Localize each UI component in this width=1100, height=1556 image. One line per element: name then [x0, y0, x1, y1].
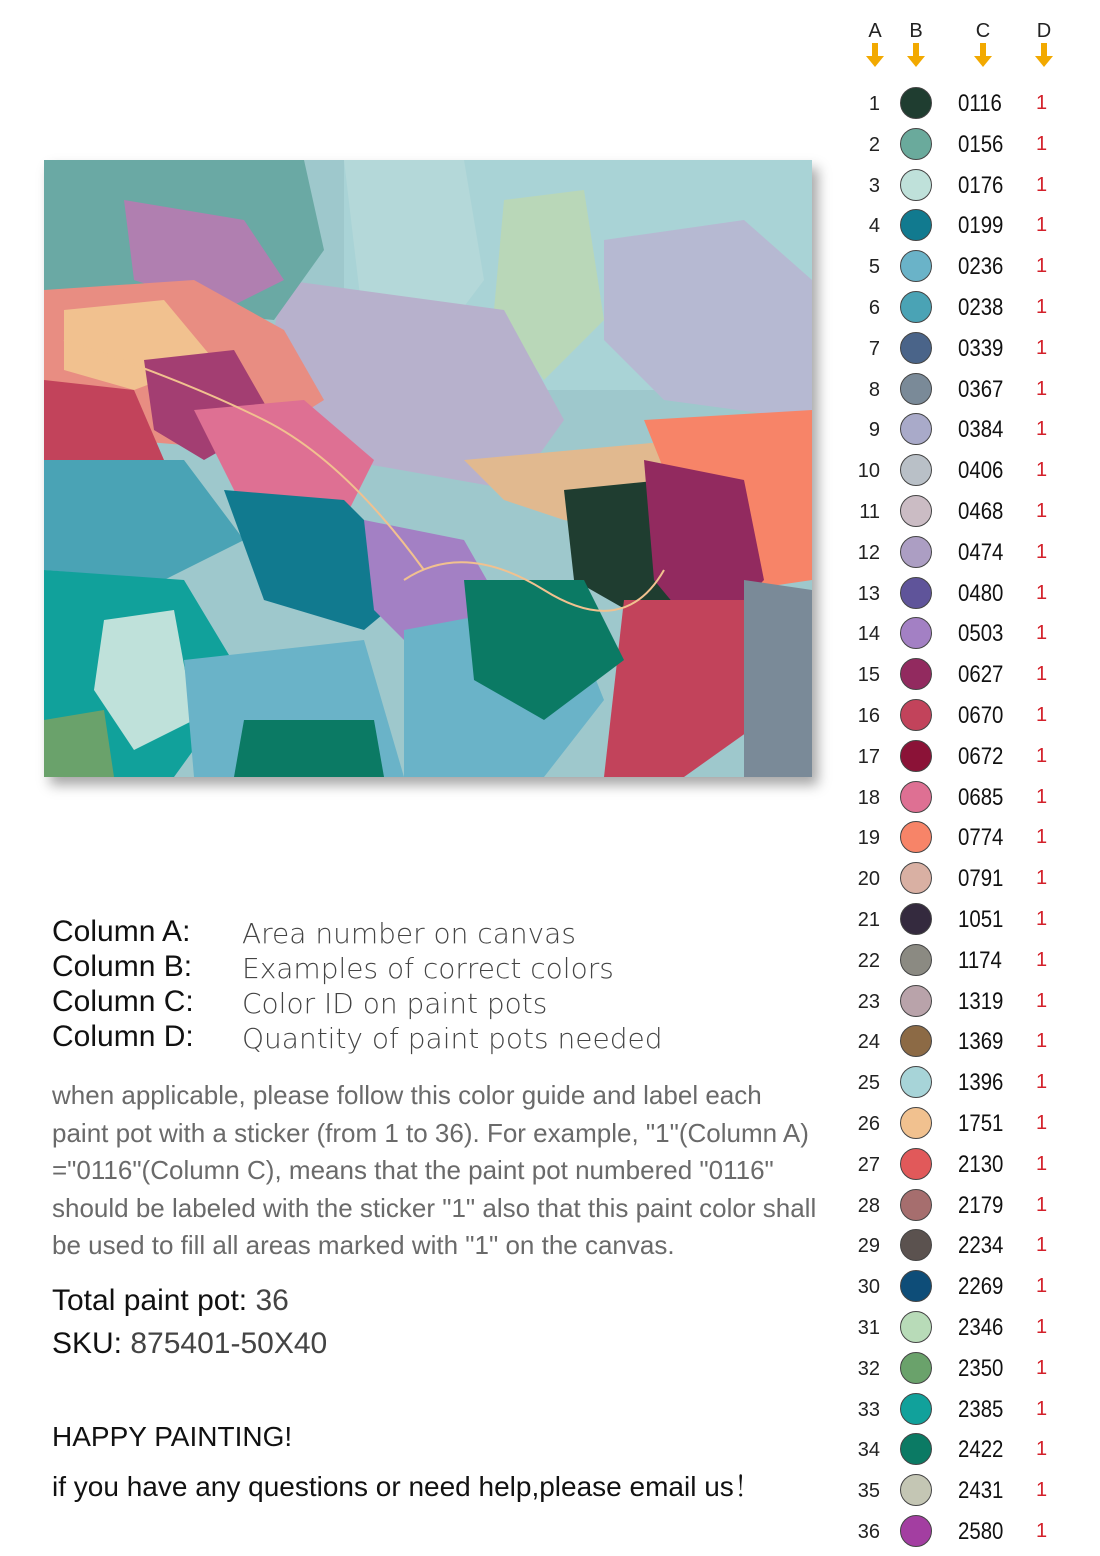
color-row: [0, 818, 1100, 858]
color-id: 0176: [958, 171, 1004, 199]
quantity: 1: [1036, 1520, 1048, 1542]
color-id: 2269: [958, 1273, 1004, 1301]
color-swatch: [900, 454, 932, 486]
column-label: D: [1036, 20, 1052, 42]
quantity: 1: [1036, 132, 1048, 155]
color-id: 0236: [958, 253, 1004, 281]
quantity: 1: [1036, 92, 1048, 114]
area-number: 27: [857, 1153, 880, 1176]
area-number: 26: [857, 1113, 880, 1135]
color-row: [0, 655, 1100, 695]
color-row: [0, 451, 1100, 491]
area-number: 4: [868, 215, 880, 238]
quantity: 1: [1036, 989, 1048, 1012]
color-row: [0, 125, 1100, 165]
area-number: 29: [857, 1235, 880, 1258]
color-id: 0774: [958, 824, 1004, 852]
color-id: 1174: [958, 946, 1002, 974]
legend-row: [52, 985, 812, 1020]
down-arrow-icon: [974, 43, 992, 67]
quantity: 1: [1036, 1438, 1048, 1461]
legend-key: Column D:: [52, 1020, 194, 1053]
quantity: 1: [1036, 296, 1048, 318]
guide-line: should be labeled with the sticker "1" also that this paint color shall: [52, 1192, 817, 1223]
legend-key: Column C:: [52, 985, 194, 1018]
legend-row: [52, 950, 812, 985]
quantity: 1: [1036, 622, 1048, 645]
color-swatch: [900, 862, 932, 894]
color-swatch: [900, 1515, 932, 1547]
quantity: 1: [1036, 1479, 1048, 1502]
color-swatch: [900, 413, 932, 445]
legend-value: Quantity of paint pots needed: [242, 1022, 663, 1055]
area-number: 1: [868, 93, 880, 115]
color-id: 0339: [958, 334, 1004, 362]
color-row: [0, 410, 1100, 450]
quantity: 1: [1036, 948, 1048, 971]
area-number: 18: [857, 786, 880, 809]
area-number: 30: [857, 1276, 880, 1299]
color-row: [0, 614, 1100, 654]
color-id: 0791: [958, 865, 1004, 893]
color-row: [0, 329, 1100, 369]
color-swatch: [900, 821, 932, 853]
sku-label: SKU:: [52, 1327, 123, 1360]
area-number: 20: [857, 868, 880, 891]
quantity: 1: [1036, 908, 1048, 930]
area-number: 22: [857, 949, 880, 972]
quantity: 1: [1036, 1112, 1048, 1134]
color-swatch: [900, 536, 932, 568]
color-row: [0, 574, 1100, 614]
color-row: [0, 288, 1100, 328]
color-swatch: [900, 1066, 932, 1098]
sku: [52, 1327, 327, 1361]
quantity: 1: [1036, 867, 1048, 890]
legend-value: Examples of correct colors: [242, 952, 614, 985]
area-number: 35: [857, 1480, 880, 1503]
area-number: 32: [857, 1357, 880, 1380]
area-number: 7: [868, 337, 880, 360]
color-swatch: [900, 699, 932, 731]
color-id: 2179: [958, 1191, 1004, 1219]
quantity: 1: [1036, 500, 1048, 522]
color-swatch: [900, 373, 932, 405]
area-number: 33: [857, 1398, 880, 1421]
legend-key: Column B:: [52, 950, 193, 983]
guide-line: be used to fill all areas marked with "1" on the canvas.: [52, 1230, 675, 1260]
color-swatch: [900, 1433, 932, 1465]
color-swatch: [900, 169, 932, 201]
color-swatch: [900, 658, 932, 690]
color-id: 0685: [958, 783, 1004, 811]
quantity: 1: [1036, 1356, 1048, 1379]
color-id: 0480: [958, 579, 1004, 607]
color-swatch: [900, 781, 932, 813]
quantity: 1: [1036, 1397, 1048, 1420]
color-swatch: [900, 944, 932, 976]
color-id: 2422: [958, 1436, 1004, 1464]
quantity: 1: [1036, 581, 1048, 604]
area-number: 23: [857, 990, 880, 1013]
down-arrow-icon: [866, 43, 884, 67]
color-row: [0, 206, 1100, 246]
color-id: 0156: [958, 130, 1004, 158]
color-id: 1751: [958, 1110, 1004, 1137]
color-swatch: [900, 128, 932, 160]
color-swatch: [900, 1229, 932, 1261]
color-row: [0, 370, 1100, 410]
color-swatch: [900, 577, 932, 609]
legend-key: Column A:: [52, 915, 191, 948]
down-arrow-icon: [1035, 43, 1053, 67]
quantity: 1: [1036, 1275, 1048, 1298]
color-row: [0, 859, 1100, 899]
color-id: 0468: [958, 498, 1004, 525]
guide-paragraph: [52, 1077, 832, 1265]
area-number: 14: [857, 623, 880, 646]
color-id: 0116: [958, 90, 1002, 117]
color-id: 1051: [958, 906, 1004, 933]
color-id: 0670: [958, 702, 1004, 729]
color-row: [0, 166, 1100, 206]
area-number: 10: [857, 460, 880, 483]
color-id: 2431: [958, 1477, 1004, 1505]
area-number: 5: [868, 256, 880, 279]
quantity: 1: [1036, 540, 1048, 563]
quantity: 1: [1036, 1234, 1048, 1257]
quantity: 1: [1036, 744, 1048, 767]
total-label: Total paint pot:: [52, 1284, 248, 1317]
area-number: 24: [857, 1031, 880, 1054]
color-id: 2350: [958, 1354, 1004, 1382]
column-header-b: [896, 20, 936, 67]
color-swatch: [900, 332, 932, 364]
quantity: 1: [1036, 1030, 1048, 1053]
color-id: 1369: [958, 1028, 1004, 1056]
color-id: 0672: [958, 742, 1004, 770]
color-id: 0238: [958, 294, 1004, 321]
total-paint-pot: [52, 1284, 289, 1318]
area-number: 3: [868, 174, 880, 197]
column-label: B: [909, 20, 923, 42]
area-number: 13: [857, 582, 880, 605]
total-value: 36: [255, 1284, 289, 1317]
color-id: 0199: [958, 212, 1004, 240]
quantity: 1: [1036, 1193, 1048, 1216]
quantity: 1: [1036, 704, 1048, 726]
area-number: 9: [868, 419, 880, 442]
color-row: [0, 778, 1100, 818]
help-message: if you have any questions or need help,please email us！: [52, 1471, 762, 1502]
color-swatch: [900, 1107, 932, 1139]
column-header-a: [855, 20, 895, 67]
color-id: 2385: [958, 1395, 1004, 1423]
color-row: [0, 1512, 1100, 1552]
color-id: 2234: [958, 1232, 1004, 1260]
area-number: 16: [857, 705, 880, 727]
area-number: 31: [857, 1317, 880, 1339]
quantity: 1: [1036, 663, 1048, 686]
color-swatch: [900, 291, 932, 323]
guide-line: paint pot with a sticker (from 1 to 36). For example, "1"(Column A): [52, 1117, 809, 1148]
quantity: 1: [1036, 1152, 1048, 1175]
color-swatch: [900, 209, 932, 241]
quantity: 1: [1036, 826, 1048, 849]
color-row: [0, 533, 1100, 573]
area-number: 15: [857, 664, 880, 687]
color-swatch: [900, 1352, 932, 1384]
color-swatch: [900, 985, 932, 1017]
quantity: 1: [1036, 255, 1048, 278]
area-number: 21: [857, 909, 880, 931]
color-row: [0, 84, 1100, 124]
color-id: 2346: [958, 1314, 1004, 1341]
happy-painting-heading: HAPPY PAINTING!: [52, 1421, 293, 1452]
color-id: 0367: [958, 375, 1004, 403]
color-swatch: [900, 903, 932, 935]
column-label: A: [868, 20, 882, 42]
color-swatch: [900, 1148, 932, 1180]
color-row: [0, 696, 1100, 736]
quantity: 1: [1036, 785, 1048, 808]
column-legend: [52, 915, 812, 1055]
color-swatch: [900, 250, 932, 282]
color-swatch: [900, 1474, 932, 1506]
legend-row: [52, 1020, 812, 1055]
area-number: 8: [868, 378, 880, 401]
guide-line: ="0116"(Column C), means that the paint pot numbered "0116": [52, 1155, 774, 1185]
quantity: 1: [1036, 1071, 1048, 1094]
area-number: 12: [857, 541, 880, 564]
color-swatch: [900, 617, 932, 649]
color-id: 0406: [958, 457, 1004, 485]
color-swatch: [900, 87, 932, 119]
area-number: 25: [857, 1072, 880, 1095]
color-id: 2130: [958, 1150, 1004, 1178]
quantity: 1: [1036, 336, 1048, 359]
area-number: 11: [859, 501, 880, 523]
color-id: 0384: [958, 416, 1004, 444]
legend-row: [52, 915, 812, 950]
color-id: 0474: [958, 538, 1004, 566]
quantity: 1: [1036, 214, 1048, 237]
color-id: 1319: [958, 987, 1004, 1015]
down-arrow-icon: [907, 43, 925, 67]
column-label: C: [975, 20, 991, 42]
area-number: 6: [868, 297, 880, 319]
quantity: 1: [1036, 377, 1048, 400]
color-id: 0627: [958, 661, 1004, 689]
area-number: 28: [857, 1194, 880, 1217]
color-id: 1396: [958, 1069, 1004, 1097]
column-header-c: [963, 20, 1003, 67]
color-id: 0503: [958, 620, 1004, 648]
area-number: 36: [857, 1521, 880, 1543]
quantity: 1: [1036, 459, 1048, 482]
quantity: 1: [1036, 418, 1048, 441]
color-swatch: [900, 1189, 932, 1221]
area-number: 17: [857, 745, 880, 768]
color-row: [0, 737, 1100, 777]
color-swatch: [900, 740, 932, 772]
area-number: 2: [868, 133, 880, 156]
color-swatch: [900, 1270, 932, 1302]
sku-value: 875401-50X40: [130, 1327, 328, 1360]
area-number: 34: [857, 1439, 880, 1462]
color-swatch: [900, 1393, 932, 1425]
color-swatch: [900, 1025, 932, 1057]
legend-value: Area number on canvas: [242, 917, 576, 950]
guide-line: when applicable, please follow this color guide and label each: [52, 1080, 762, 1110]
legend-value: Color ID on paint pots: [242, 987, 548, 1020]
quantity: 1: [1036, 1316, 1048, 1338]
quantity: 1: [1036, 173, 1048, 196]
color-id: 2580: [958, 1518, 1004, 1545]
color-row: [0, 247, 1100, 287]
column-header-d: [1024, 20, 1064, 67]
color-swatch: [900, 1311, 932, 1343]
color-swatch: [900, 495, 932, 527]
color-row: [0, 492, 1100, 532]
area-number: 19: [857, 827, 880, 850]
